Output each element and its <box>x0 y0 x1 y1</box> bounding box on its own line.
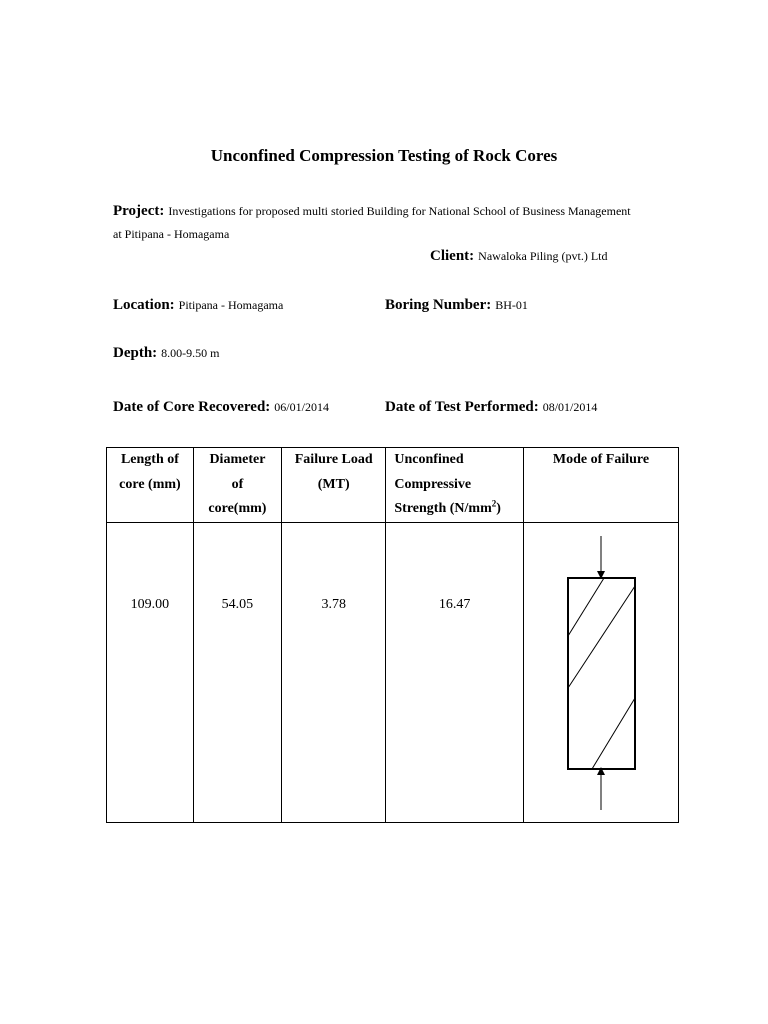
cell-diameter: 54.05 <box>193 523 281 823</box>
cell-mode-of-failure <box>523 523 678 823</box>
date-core-recovered-value: 06/01/2014 <box>274 400 329 414</box>
fracture-line <box>592 698 635 769</box>
client-label: Client: <box>430 248 475 264</box>
date-core-recovered-line <box>113 398 329 416</box>
header-failure-load: Failure Load (MT) <box>282 448 386 523</box>
client-value: Nawaloka Piling (pvt.) Ltd <box>478 249 608 263</box>
fracture-line <box>568 586 635 688</box>
client-line <box>430 247 607 265</box>
depth-value: 8.00-9.50 m <box>161 346 220 360</box>
date-test-performed-value: 08/01/2014 <box>542 400 598 414</box>
page-title: Unconfined Compression Testing of Rock Cores <box>210 146 558 165</box>
table-header-row <box>107 448 679 523</box>
failure-mode-diagram <box>524 523 681 822</box>
date-core-recovered-label: Date of Core Recovered: <box>113 399 271 415</box>
header-diameter: Diameter of core(mm) <box>193 448 281 523</box>
location-line <box>113 296 283 314</box>
project-value: Investigations for proposed multi storied Building for National School of Business Management <box>168 204 631 218</box>
boring-number-value: BH-01 <box>495 298 528 312</box>
fracture-line <box>568 578 604 636</box>
results-table <box>106 447 679 823</box>
header-mode-of-failure: Mode of Failure <box>523 448 678 523</box>
date-test-performed-label: Date of Test Performed: <box>385 399 539 415</box>
boring-number-label: Boring Number: <box>385 297 492 313</box>
location-value: Pitipana - Homagama <box>178 298 284 312</box>
project-label: Project: <box>113 203 165 219</box>
cell-length: 109.00 <box>107 523 194 823</box>
location-label: Location: <box>113 297 175 313</box>
depth-line <box>113 344 220 362</box>
table-row <box>107 523 679 823</box>
date-test-performed-line <box>385 398 597 416</box>
header-length: Length of core (mm) <box>107 448 194 523</box>
project-value-continued: at Pitipana - Homagama <box>113 227 230 241</box>
project-line <box>113 202 631 220</box>
cell-ucs: 16.47 <box>386 523 524 823</box>
depth-label: Depth: <box>113 345 158 361</box>
cell-failure-load: 3.78 <box>282 523 386 823</box>
boring-number-line <box>385 296 528 314</box>
header-ucs: Unconfined Compressive Strength $(N/mm^2)$ <box>386 448 524 523</box>
